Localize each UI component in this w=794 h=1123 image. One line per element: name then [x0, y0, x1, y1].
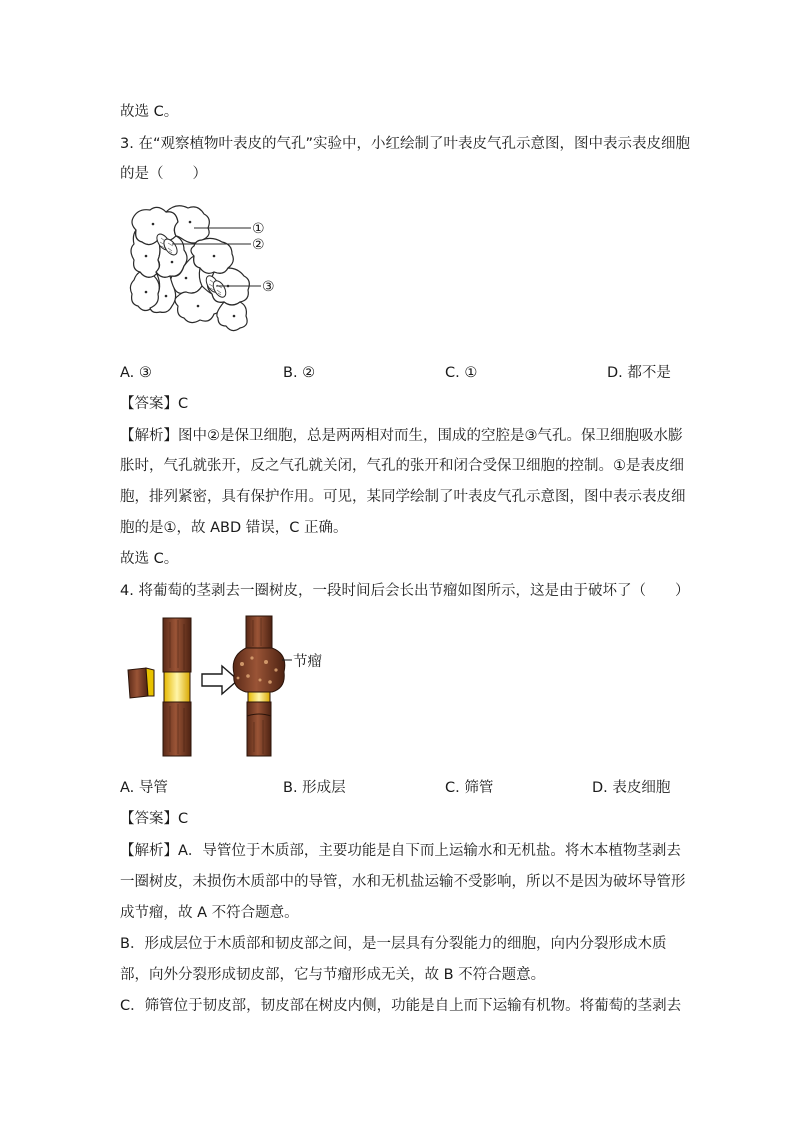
- q3-stem-line2: 的是（ ）: [120, 166, 207, 182]
- q4-stem: 4. 将葡萄的茎剥去一圈树皮，一段时间后会长出节瘤如图所示，这是由于破坏了（ ）: [120, 583, 690, 599]
- q4-analysis-line: C．筛管位于韧皮部，韧皮部在树皮内侧，功能是自上而下运输有机物。将葡萄的茎剥去: [120, 998, 682, 1014]
- q3-option-b: B. ②: [283, 365, 316, 381]
- stomata-diagram: [128, 200, 288, 335]
- q3-conclusion: 故选 C。: [120, 551, 179, 567]
- q3-analysis-line: 【解析】图中②是保卫细胞，总是两两相对而生，围成的空腔是③气孔。保卫细胞吸水膨: [120, 428, 683, 444]
- q4-option-d: D. 表皮细胞: [592, 780, 671, 796]
- q3-answer: 【答案】C: [120, 396, 189, 412]
- q4-option-b: B. 形成层: [283, 780, 346, 796]
- q4-analysis-line: 部，向外分裂形成韧皮部，它与节瘤形成无关，故 B 不符合题意。: [120, 967, 546, 983]
- gall-label: 节瘤: [293, 654, 322, 670]
- epidermal-cell: [217, 302, 247, 331]
- q4-option-a: A. 导管: [120, 780, 168, 796]
- q4-analysis-line: 【解析】A．导管位于木质部，主要功能是自下而上运输水和无机盐。将木本植物茎剥去: [120, 843, 681, 859]
- removed-bark-ring: [128, 668, 154, 698]
- peeled-stem: [163, 618, 191, 756]
- q3-option-a: A. ③: [120, 365, 152, 381]
- arrow-icon: [202, 666, 238, 694]
- q3-option-d: D. 都不是: [607, 365, 671, 381]
- q2-conclusion: 故选 C。: [120, 104, 179, 120]
- label-3: ③: [262, 279, 275, 295]
- q4-analysis-line: B．形成层位于木质部和韧皮部之间，是一层具有分裂能力的细胞，向内分裂形成木质: [120, 936, 667, 952]
- label-2: ②: [252, 237, 265, 253]
- q3-analysis-line: 胞的是①，故 ABD 错误，C 正确。: [120, 520, 348, 536]
- label-1: ①: [252, 221, 265, 237]
- q4-analysis-line: 成节瘤，故 A 不符合题意。: [120, 905, 299, 921]
- stem-with-gall: [233, 616, 285, 756]
- q4-answer: 【答案】C: [120, 811, 189, 827]
- q4-analysis-line: 一圈树皮，未损伤木质部中的导管，水和无机盐运输不受影响，所以不是因为破坏导管形: [120, 874, 686, 890]
- q3-analysis-line: 胞，排列紧密，具有保护作用。可见，某同学绘制了叶表皮气孔示意图，图中表示表皮细: [120, 489, 686, 505]
- q3-option-c: C. ①: [445, 365, 478, 381]
- q3-stem-line1: 3. 在“观察植物叶表皮的气孔”实验中，小红绘制了叶表皮气孔示意图，图中表示表皮细胞: [120, 136, 690, 152]
- q4-option-c: C. 筛管: [445, 780, 494, 796]
- grape-stem-figure: [120, 612, 350, 760]
- q3-analysis-line: 胀时，气孔就张开，反之气孔就关闭，气孔的张开和闭合受保卫细胞的控制。①是表皮细: [120, 458, 684, 474]
